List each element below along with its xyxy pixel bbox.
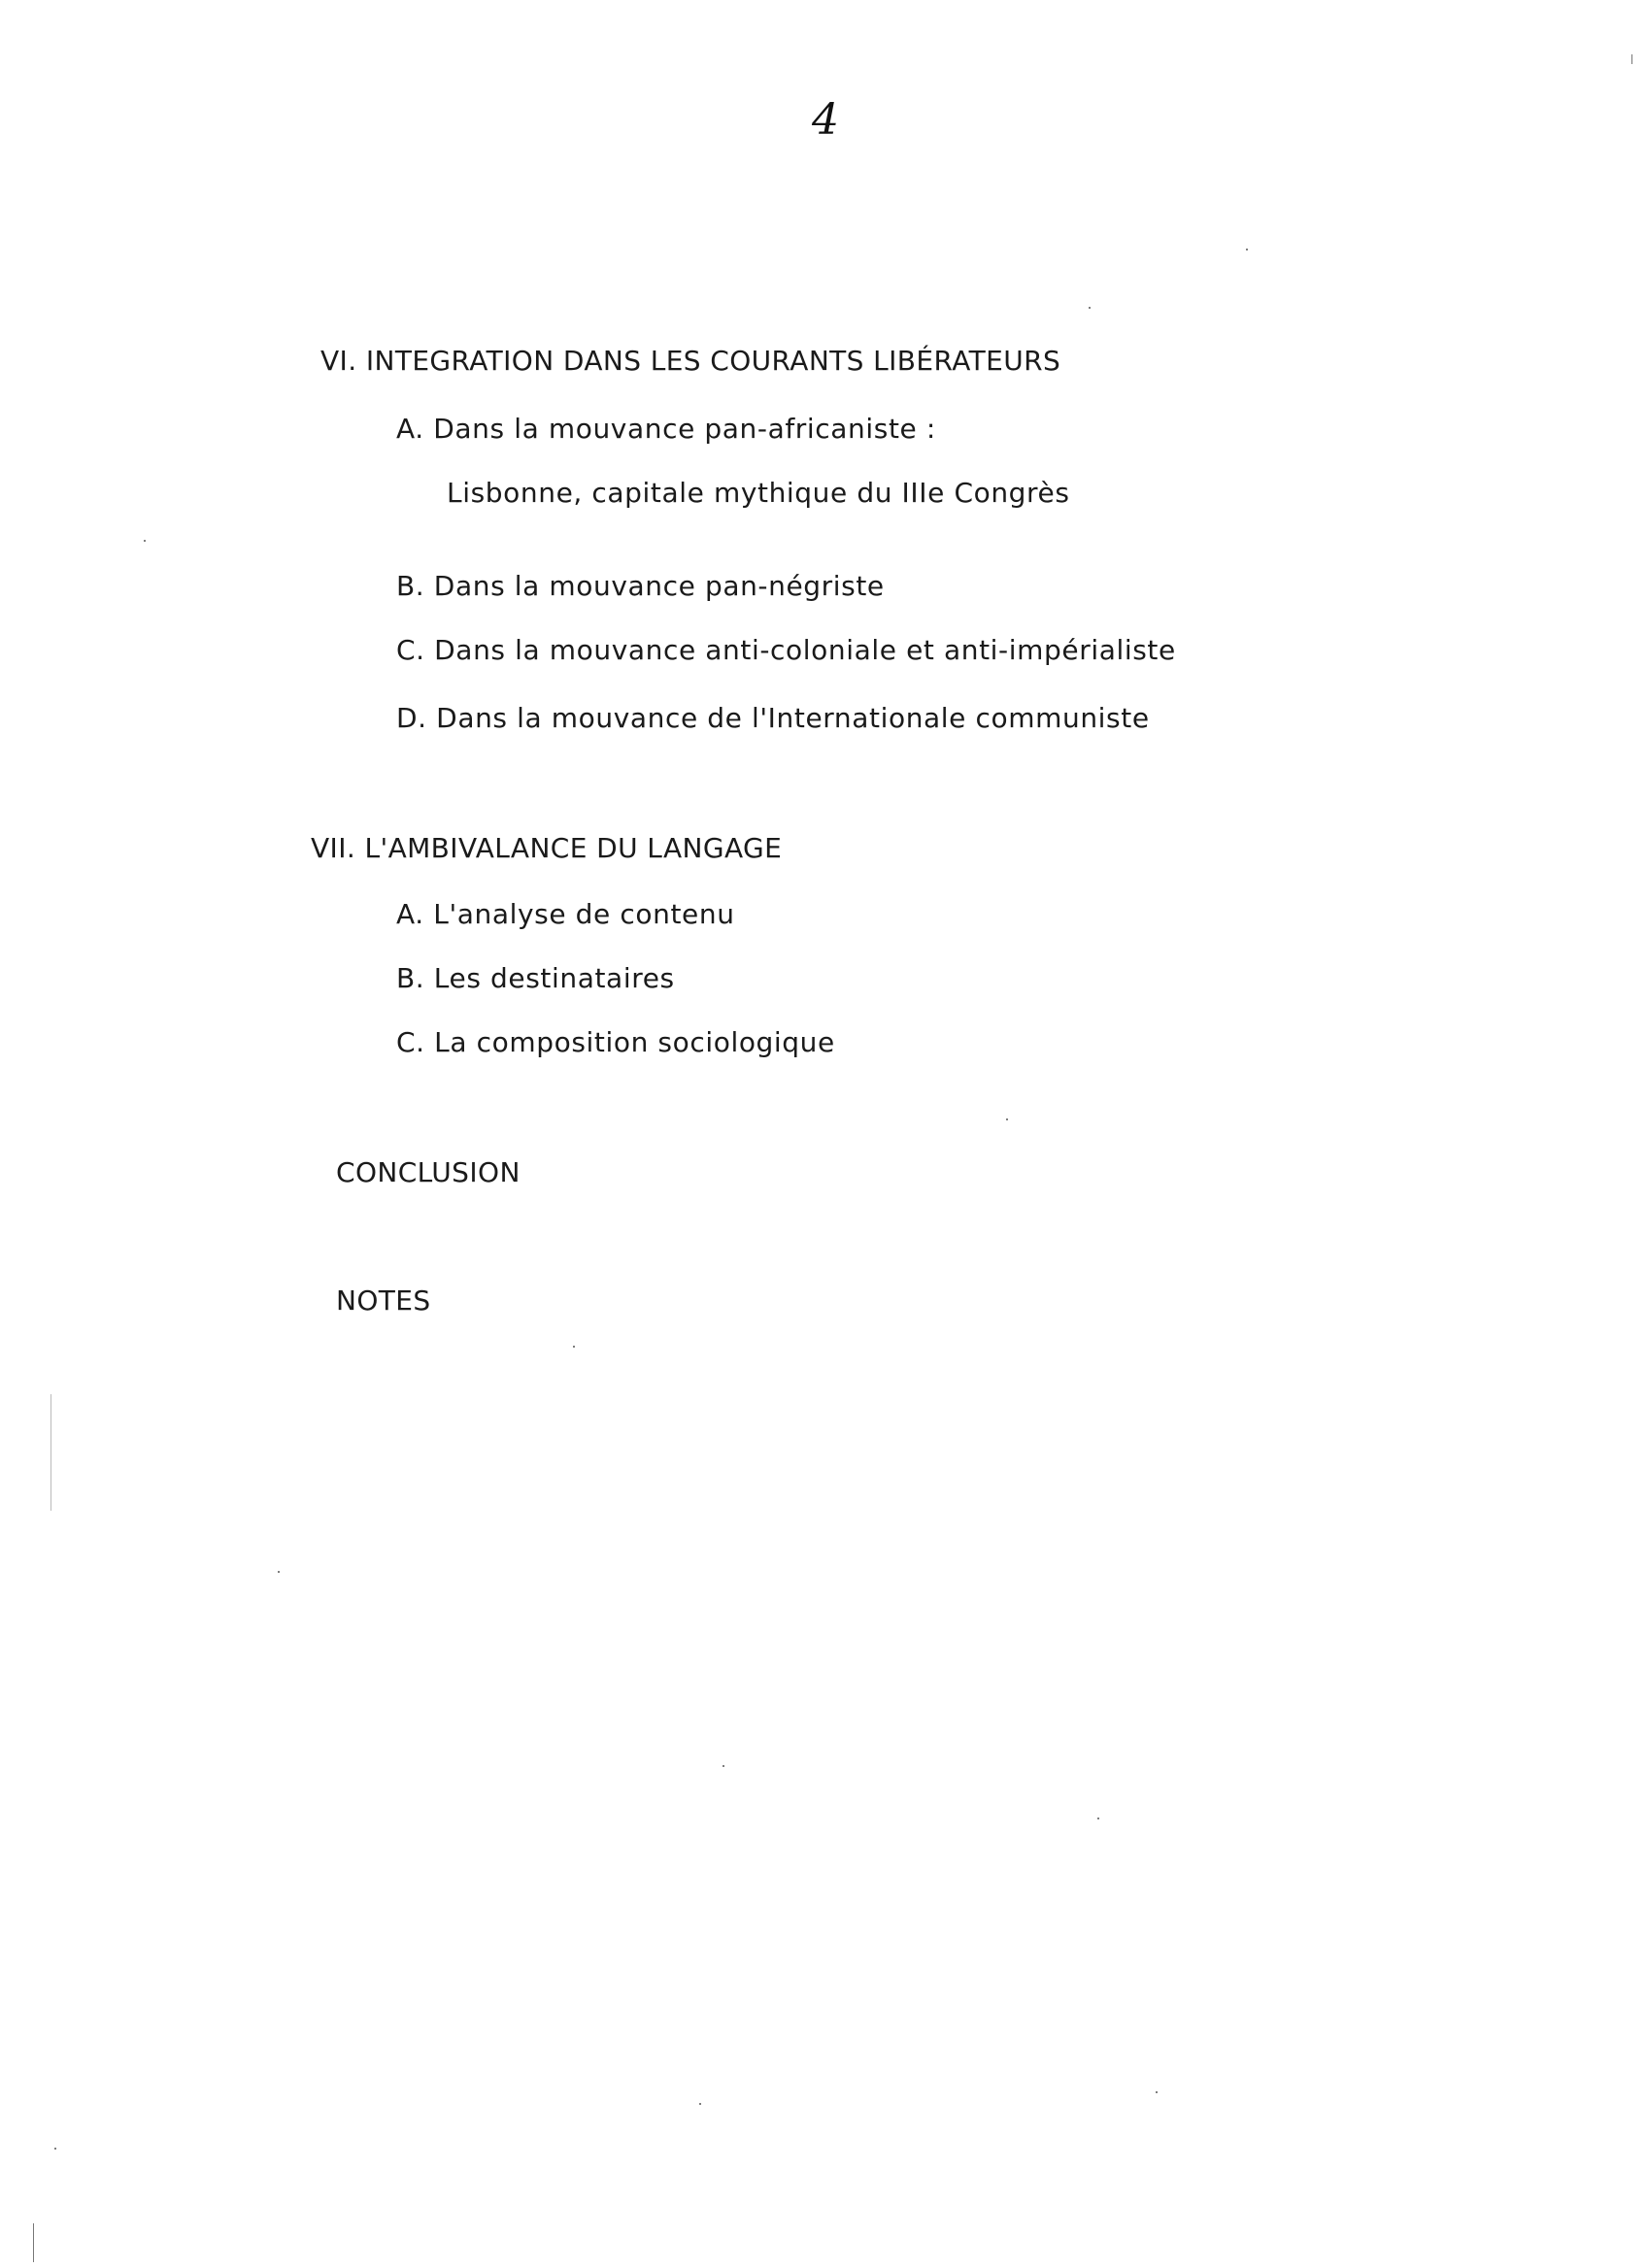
outline-item: D. Dans la mouvance de l'Internationale communiste [396, 702, 1150, 734]
outline-item: B. Les destinataires [396, 962, 675, 994]
scan-speck [1006, 1118, 1008, 1120]
outline-item: C. Dans la mouvance anti-coloniale et anti-impérialiste [396, 634, 1176, 666]
scan-speck [1246, 249, 1248, 250]
scan-speck [723, 1765, 724, 1767]
outline-item: A. L'analyse de contenu [396, 898, 735, 930]
page-number: 4 [812, 95, 839, 145]
scan-speck [1089, 307, 1091, 309]
outline-item: A. Dans la mouvance pan-africaniste : [396, 413, 936, 445]
scan-edge-mark [33, 2223, 34, 2262]
scan-edge-mark [1631, 54, 1632, 64]
scan-speck [278, 1571, 280, 1573]
notes-heading: NOTES [336, 1284, 431, 1317]
outline-item: C. La composition sociologique [396, 1026, 835, 1058]
outline-subitem: Lisbonne, capitale mythique du IIIe Congrès [447, 477, 1070, 509]
scan-speck [573, 1346, 575, 1348]
outline-item: B. Dans la mouvance pan-négriste [396, 570, 885, 602]
section-heading-vii: VII. L'AMBIVALANCE DU LANGAGE [311, 832, 783, 864]
scan-speck [699, 2103, 701, 2105]
scan-speck [1097, 1818, 1099, 1819]
scan-speck [1156, 2091, 1158, 2093]
scan-edge-mark [50, 1394, 51, 1511]
scan-speck [144, 540, 146, 542]
conclusion-heading: CONCLUSION [336, 1156, 521, 1188]
scan-speck [54, 2148, 56, 2150]
section-heading-vi: VI. INTEGRATION DANS LES COURANTS LIBÉRATEURS [320, 345, 1061, 377]
